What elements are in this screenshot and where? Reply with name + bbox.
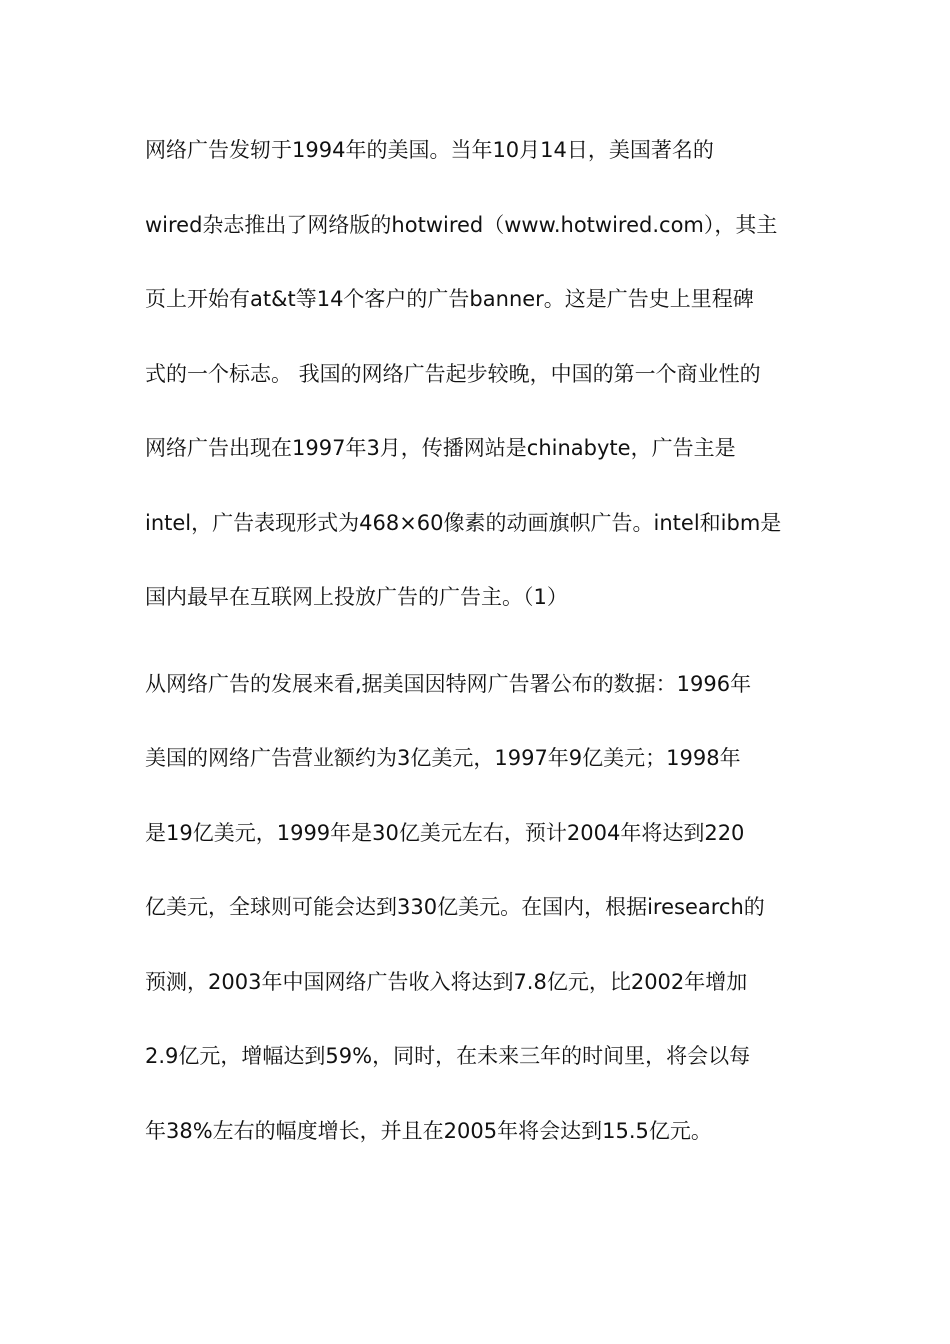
paragraph-line: 年38%左右的幅度增长，并且在2005年将会达到15.5亿元。 [145,1119,712,1143]
paragraph-line: intel，广告表现形式为468×60像素的动画旗帜广告。intel和ibm是 [145,511,782,535]
paragraph-line: 亿美元，全球则可能会达到330亿美元。在国内，根据iresearch的 [145,895,765,919]
paragraph-line: 是19亿美元，1999年是30亿美元左右，预计2004年将达到220 [145,821,745,845]
paragraph-line: 网络广告出现在1997年3月，传播网站是chinabyte，广告主是 [145,436,736,460]
paragraph-line: 页上开始有at&t等14个客户的广告banner。这是广告史上里程碑 [145,287,754,311]
paragraph-line: 美国的网络广告营业额约为3亿美元，1997年9亿美元；1998年 [145,746,741,770]
paragraph-line: 网络广告发轫于1994年的美国。当年10月14日，美国著名的 [145,138,714,162]
paragraph-line: 预测，2003年中国网络广告收入将达到7.8亿元，比2002年增加 [145,970,748,994]
paragraph-line: 从网络广告的发展来看,据美国因特网广告署公布的数据：1996年 [145,672,752,696]
paragraph-line: wired杂志推出了网络版的hotwired（www.hotwired.com），其主 [145,213,778,237]
paragraph-line: 式的一个标志。 我国的网络广告起步较晚，中国的第一个商业性的 [145,362,761,386]
paragraph-line: 2.9亿元，增幅达到59%，同时，在未来三年的时间里，将会以每 [145,1044,751,1068]
paragraph-line: 国内最早在互联网上投放广告的广告主。（1） [145,585,568,609]
